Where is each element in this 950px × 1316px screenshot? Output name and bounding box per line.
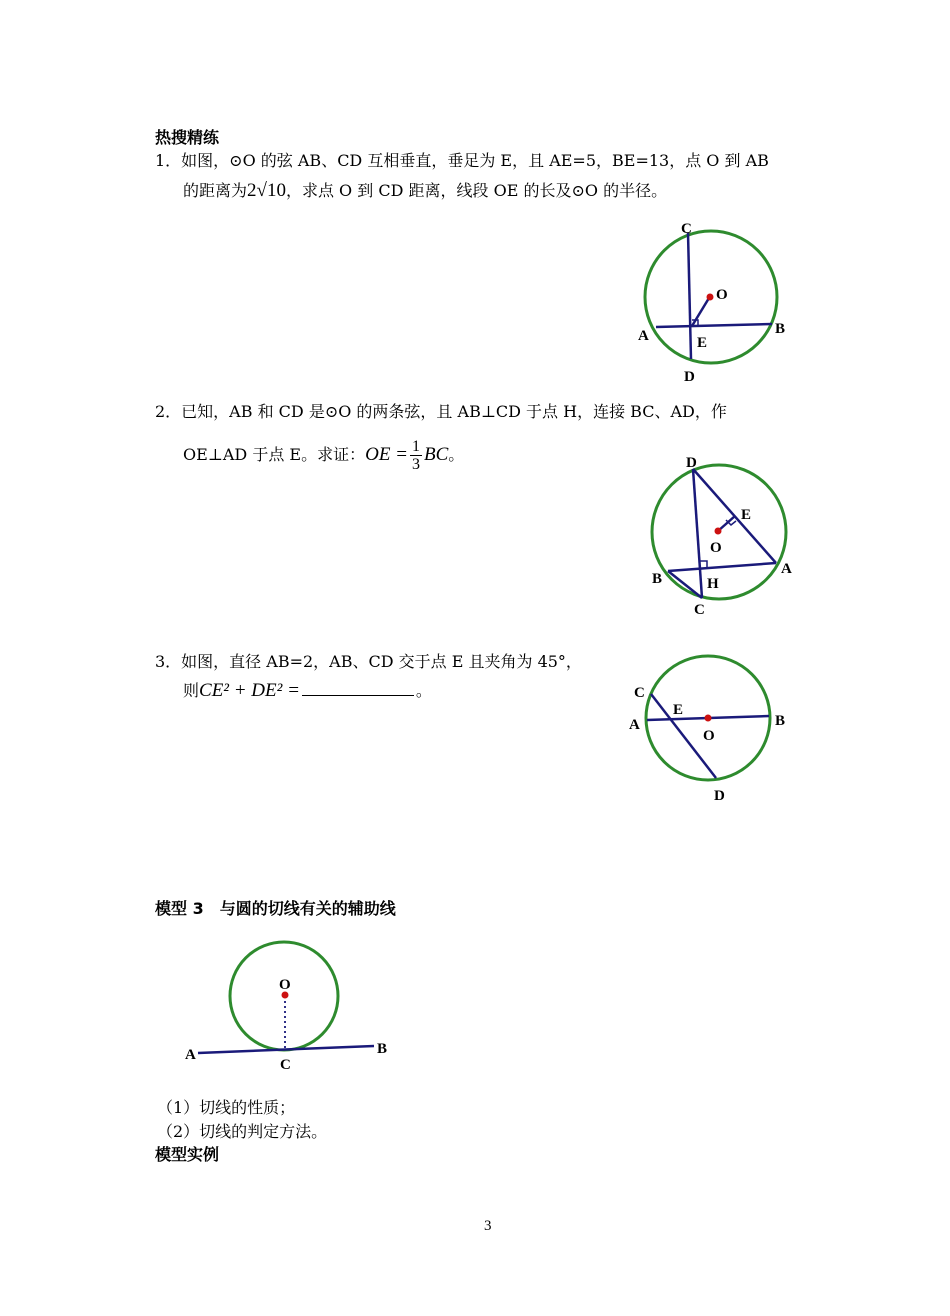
fig4-label-o: O — [279, 977, 291, 993]
fig3-label-e: E — [673, 702, 684, 718]
fig2-label-b: B — [652, 571, 663, 587]
fig3-label-d: D — [714, 788, 725, 804]
problem-3-math: CE² + DE² = — [199, 680, 300, 701]
fig3-label-a: A — [629, 717, 640, 733]
fig4-label-a: A — [185, 1047, 196, 1063]
problem-3-end: 。 — [415, 681, 432, 700]
problem-2-end: 。 — [448, 445, 465, 464]
problem-3-text-a: 则 — [183, 681, 200, 700]
problem-3-line-1: 3．如图，直径 AB=2，AB、CD 交于点 E 且夹角为 45°， — [155, 652, 582, 671]
fig3-label-c: C — [634, 685, 645, 701]
fig2-label-a: A — [781, 561, 792, 577]
section-heading-practice: 热搜精练 — [155, 128, 220, 147]
problem-2-line-1: 2．已知，AB 和 CD 是⊙O 的两条弦，且 AB⊥CD 于点 H，连接 BC、AD，作 — [155, 402, 727, 421]
fig1-label-b: B — [775, 321, 786, 337]
fig4-label-c: C — [280, 1057, 291, 1073]
fig2-label-e: E — [741, 507, 752, 523]
fig1-label-a: A — [638, 328, 649, 344]
problem-2-math-lhs: OE = — [365, 444, 408, 465]
problem-2-frac-numerator: 1 — [412, 438, 420, 455]
fig1-label-o: O — [716, 287, 728, 303]
fig2-label-c: C — [694, 602, 705, 618]
fig2-label-d: D — [686, 455, 697, 471]
problem-2-frac-denominator: 3 — [412, 456, 420, 473]
fig2-label-h: H — [707, 576, 719, 592]
fig1-label-c: C — [681, 221, 692, 237]
problem-1-text-a: 的距离为 — [183, 181, 248, 200]
problem-2-math-rhs: BC — [424, 444, 449, 465]
section-heading-model-3: 模型 3 与圆的切线有关的辅助线 — [155, 899, 396, 918]
fig3-label-b: B — [775, 713, 786, 729]
page-number: 3 — [484, 1218, 492, 1234]
fig4-tangent-ab — [198, 1046, 374, 1053]
problem-1-math-sqrt: 2√10 — [247, 180, 286, 201]
section-heading-model-examples: 模型实例 — [155, 1145, 220, 1164]
fig4-label-b: B — [377, 1041, 388, 1057]
fig1-label-e: E — [697, 335, 708, 351]
problem-1-line-1: 1．如图，⊙O 的弦 AB、CD 互相垂直，垂足为 E，且 AE=5，BE=13，点 O 到 AB — [155, 151, 769, 170]
item-tangent-criterion: （2）切线的判定方法。 — [157, 1122, 328, 1141]
fig1-label-d: D — [684, 369, 695, 385]
item-tangent-property: （1）切线的性质； — [157, 1098, 296, 1117]
fig3-label-o: O — [703, 728, 715, 744]
fig2-label-o: O — [710, 540, 722, 556]
problem-1-text-b: ，求点 O 到 CD 距离，线段 OE 的长及⊙O 的半径。 — [285, 181, 668, 200]
problem-2-text-a: OE⊥AD 于点 E。求证： — [183, 445, 366, 464]
